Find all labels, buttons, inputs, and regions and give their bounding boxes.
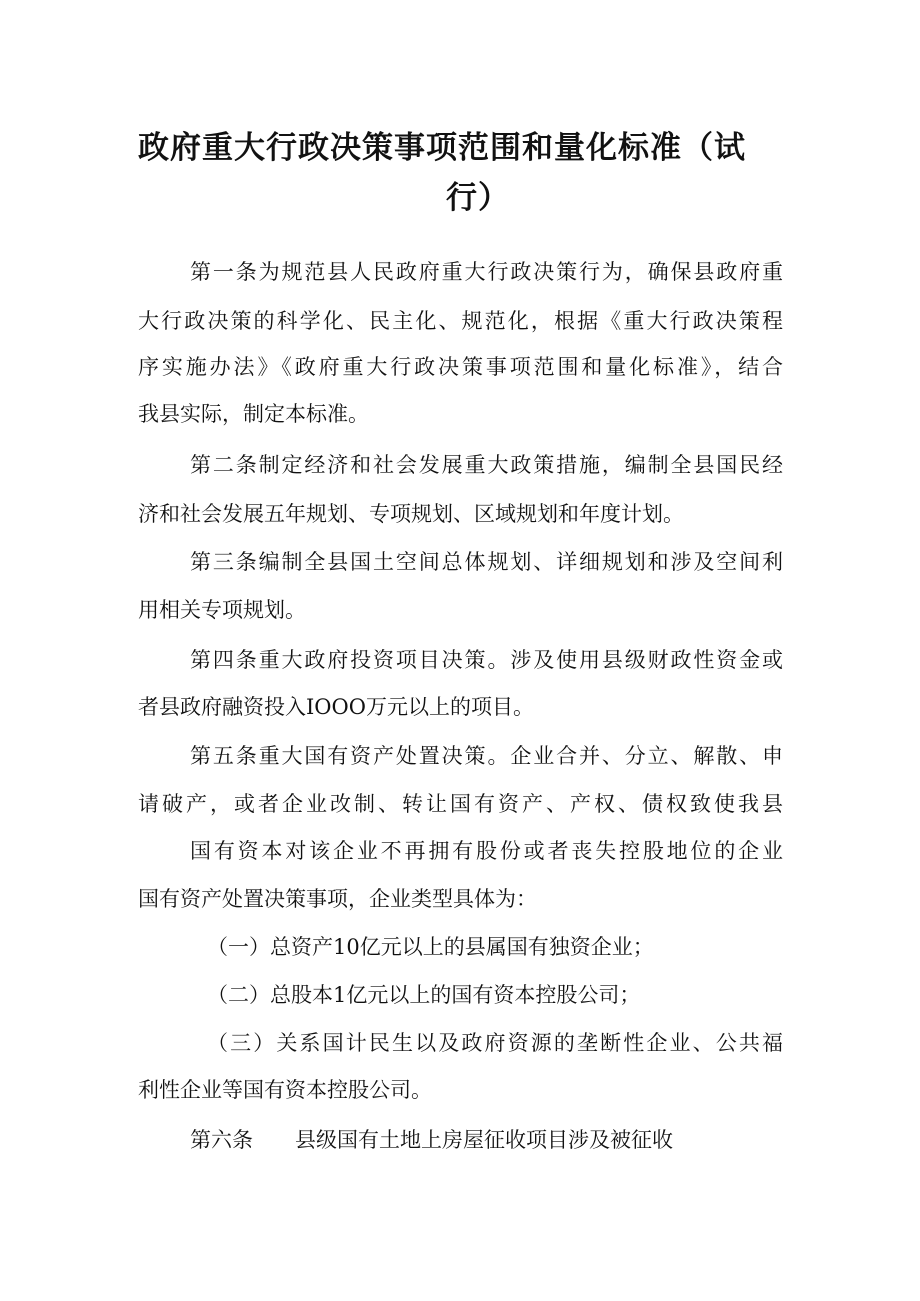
article-5-item-2: （二）总股本1亿元以上的国有资本控股公司； <box>207 983 641 1007</box>
article-1-line-2: 大行政决策的科学化、民主化、规范化，根据《重大行政决策程 <box>138 309 783 333</box>
article-3-line-1: 第三条编制全县国土空间总体规划、详细规划和涉及空间利 <box>190 550 783 574</box>
article-3-line-2: 用相关专项规划。 <box>138 598 306 622</box>
article-5-line-1: 第五条重大国有资产处置决策。企业合并、分立、解散、申 <box>190 744 783 768</box>
document-title <box>138 123 788 223</box>
article-5-item-3-line-2: 利性企业等国有资本控股公司。 <box>138 1078 432 1102</box>
article-5-line-4: 国有资产处置决策事项，企业类型具体为： <box>138 887 537 911</box>
article-1-line-1: 第一条为规范县人民政府重大行政决策行为，确保县政府重 <box>190 260 783 284</box>
article-2-line-1: 第二条制定经济和社会发展重大政策措施，编制全县国民经 <box>190 453 783 477</box>
article-5-line-2: 请破产，或者企业改制、转让国有资产、产权、债权致使我县 <box>138 792 783 816</box>
title-line-2: 行） <box>446 180 510 216</box>
article-5-item-3-line-1: （三）关系国计民生以及政府资源的垄断性企业、公共福 <box>207 1031 783 1055</box>
article-4-line-2: 者县政府融资投入IOOO万元以上的项目。 <box>138 695 534 719</box>
article-4-line-1: 第四条重大政府投资项目决策。涉及使用县级财政性资金或 <box>190 648 783 672</box>
article-6-line-1: 第六条 县级国有土地上房屋征收项目涉及被征收 <box>190 1128 673 1152</box>
article-5-line-3: 国有资本对该企业不再拥有股份或者丧失控股地位的企业 <box>190 839 783 863</box>
article-1-line-3: 序实施办法》《政府重大行政决策事项范围和量化标准》，结合 <box>138 355 783 379</box>
title-line-1: 政府重大行政决策事项范围和量化标准（试 <box>138 130 746 166</box>
article-2-line-2: 济和社会发展五年规划、专项规划、区域规划和年度计划。 <box>138 502 684 526</box>
article-5-item-1: （一）总资产10亿元以上的县属国有独资企业； <box>207 935 654 959</box>
article-1-line-4: 我县实际，制定本标准。 <box>138 402 369 426</box>
